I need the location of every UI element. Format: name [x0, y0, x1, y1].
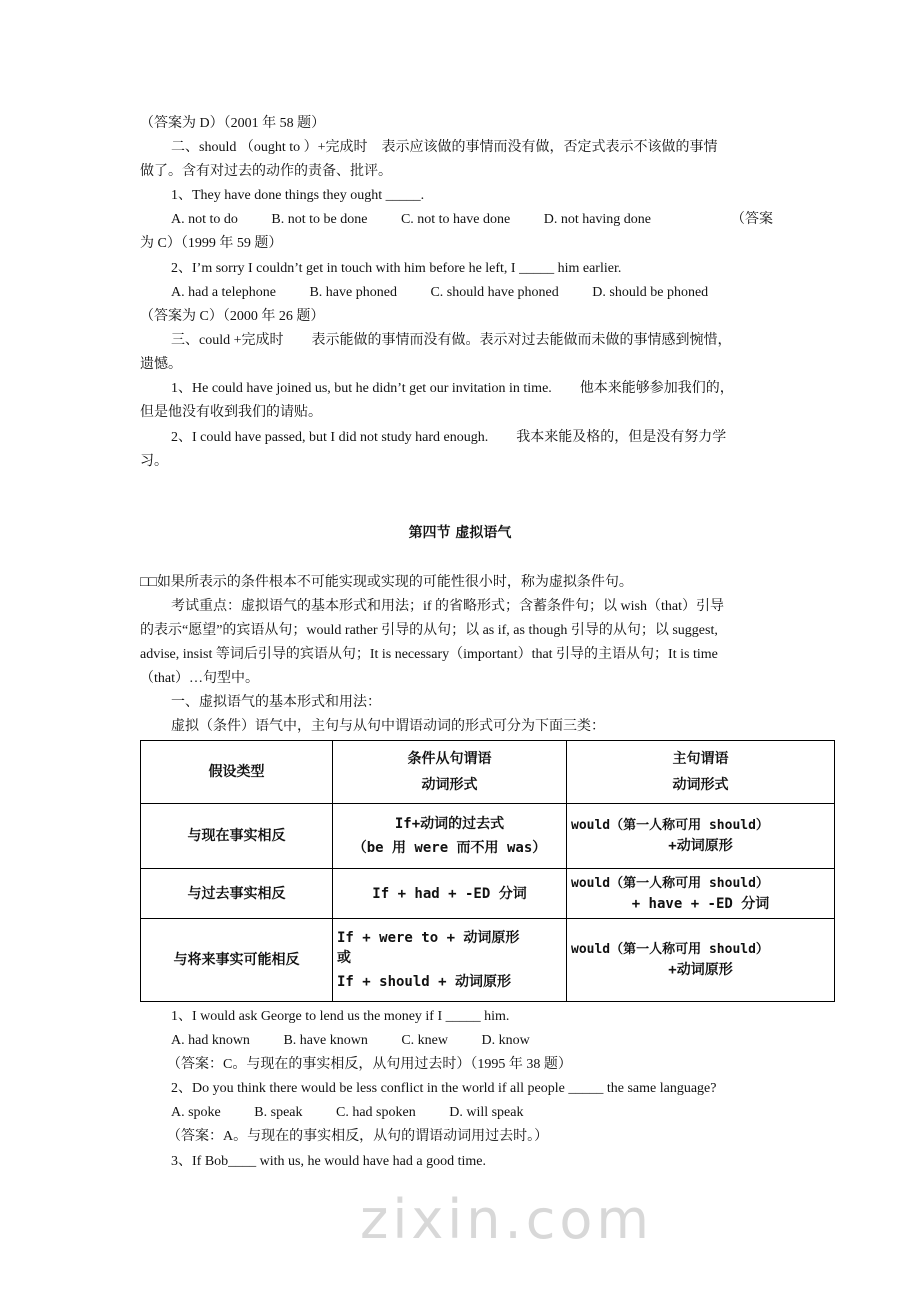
condition-text: If + were to + 动词原形	[337, 930, 520, 946]
subsection-heading: 一、虚拟语气的基本形式和用法：	[171, 695, 381, 710]
answer-line: （答案为 D）（2001 年 58 题）	[140, 116, 326, 131]
option-a: A. had a telephone	[171, 285, 276, 300]
exam-focus-line-4: （that）…句型中。	[140, 671, 259, 686]
option-b: B. not to be done	[271, 212, 368, 227]
question-3: 3、If Bob____ with us, he would have had a good time.	[171, 1154, 486, 1169]
condition-form	[333, 919, 567, 1002]
section-title: 第四节 虚拟语气	[408, 525, 512, 541]
main-text-continued: +动词原形	[668, 962, 733, 978]
condition-form: If + had + -ED 分词	[333, 869, 567, 919]
question-2: 2、Do you think there would be less conflict in the world if all people _____ the same language?	[171, 1081, 717, 1096]
condition-form	[333, 804, 567, 869]
option-c: C. not to have done	[400, 212, 511, 227]
answer-line: 为 C）（1999 年 59 题）	[140, 236, 283, 251]
header-label: 主句谓语	[672, 751, 729, 767]
table-row	[141, 869, 835, 919]
option-c: C. knew	[401, 1033, 448, 1048]
condition-or: 或	[337, 950, 351, 966]
main-form	[567, 804, 835, 869]
section-two-continued: 做了。含有对过去的动作的责备、批评。	[140, 164, 392, 179]
main-text-continued: + have + -ED 分词	[631, 895, 770, 912]
section-three-continued: 遗憾。	[140, 357, 182, 372]
answer-line: （答案为 C）（2000 年 26 题）	[140, 309, 325, 324]
example-1: 1、He could have joined us, but he didn’t get our invitation in time. 他本来能够参加我们的，	[171, 381, 734, 396]
header-label: 假设类型	[208, 764, 265, 780]
example-1-continued: 但是他没有收到我们的请贴。	[140, 405, 322, 420]
table-row	[141, 804, 835, 869]
row-type: 与将来事实可能相反	[141, 919, 333, 1002]
main-text: would（第一人称可用 should）	[571, 875, 769, 891]
main-form	[567, 919, 835, 1002]
option-d: D. know	[481, 1033, 530, 1048]
condition-text-alt: If + should + 动词原形	[337, 974, 512, 990]
question-2-options	[171, 1103, 523, 1123]
question-1: 1、They have done things they ought _____.	[171, 188, 425, 203]
question-2: 2、I’m sorry I couldn’t get in touch with him before he left, I _____ him earlier.	[171, 261, 622, 276]
section-three-heading: 三、could +完成时 表示能做的事情而没有做。表示对过去能做而未做的事情感到惋惜，	[171, 333, 732, 348]
answer-prefix: （答案	[731, 212, 773, 227]
option-b: B. speak	[254, 1105, 303, 1120]
watermark: zixin.com	[360, 1188, 654, 1251]
table-intro: 虚拟（条件）语气中，主句与从句中谓语动词的形式可分为下面三类：	[171, 719, 605, 734]
option-b: B. have phoned	[309, 285, 397, 300]
option-d: D. will speak	[449, 1105, 524, 1120]
option-b: B. have known	[283, 1033, 368, 1048]
section-two-heading: 二、should （ought to ）+完成时 表示应该做的事情而没有做，否定式表示不该做的事情	[171, 140, 718, 155]
condition-note: （be 用 were 而不用 was）	[352, 840, 547, 856]
main-text: would（第一人称可用 should）	[571, 818, 769, 833]
option-d: D. not having done	[543, 212, 652, 227]
header-sublabel: 动词形式	[672, 777, 729, 793]
header-hypothesis-type	[141, 741, 333, 804]
option-a: A. not to do	[171, 212, 238, 227]
answer-explanation: （答案：A。与现在的事实相反，从句的谓语动词用过去时。）	[167, 1129, 549, 1144]
header-condition-clause	[333, 741, 567, 804]
option-c: C. had spoken	[336, 1105, 416, 1120]
option-a: A. spoke	[171, 1105, 221, 1120]
exam-focus-line-3: advise, insist 等词后引导的宾语从句；It is necessary（important）that 引导的主语从句；It is time	[140, 647, 718, 662]
header-sublabel: 动词形式	[421, 777, 478, 793]
option-c: C. should have phoned	[430, 285, 559, 300]
intro-definition: □□如果所表示的条件根本不可能实现或实现的可能性很小时，称为虚拟条件句。	[140, 575, 633, 590]
header-label: 条件从句谓语	[407, 751, 492, 767]
question-1-options	[171, 1031, 530, 1051]
main-text: would（第一人称可用 should）	[571, 942, 769, 957]
question-2-options	[171, 283, 708, 303]
exam-focus-line-2: 的表示“愿望”的宾语从句；would rather 引导的从句；以 as if, as though 引导的从句；以 suggest,	[140, 623, 718, 638]
subjunctive-forms-table	[140, 740, 835, 1002]
main-text-continued: +动词原形	[668, 838, 733, 854]
exam-focus: 考试重点：虚拟语气的基本形式和用法；if 的省略形式；含蓄条件句；以 wish（that）引导	[171, 599, 724, 614]
option-a: A. had known	[171, 1033, 250, 1048]
table-header-row	[141, 741, 835, 804]
example-2-continued: 习。	[140, 454, 168, 469]
row-type: 与现在事实相反	[141, 804, 333, 869]
condition-text: If+动词的过去式	[394, 816, 505, 832]
question-1-options	[171, 210, 817, 230]
header-main-clause	[567, 741, 835, 804]
main-form	[567, 869, 835, 919]
option-d: D. should be phoned	[592, 285, 709, 300]
table-row	[141, 919, 835, 1002]
row-type: 与过去事实相反	[141, 869, 333, 919]
answer-explanation: （答案：C。与现在的事实相反，从句用过去时）（1995 年 38 题）	[167, 1057, 572, 1072]
example-2: 2、I could have passed, but I did not study hard enough. 我本来能及格的，但是没有努力学	[171, 430, 727, 445]
question-1: 1、I would ask George to lend us the money if I _____ him.	[171, 1009, 510, 1024]
